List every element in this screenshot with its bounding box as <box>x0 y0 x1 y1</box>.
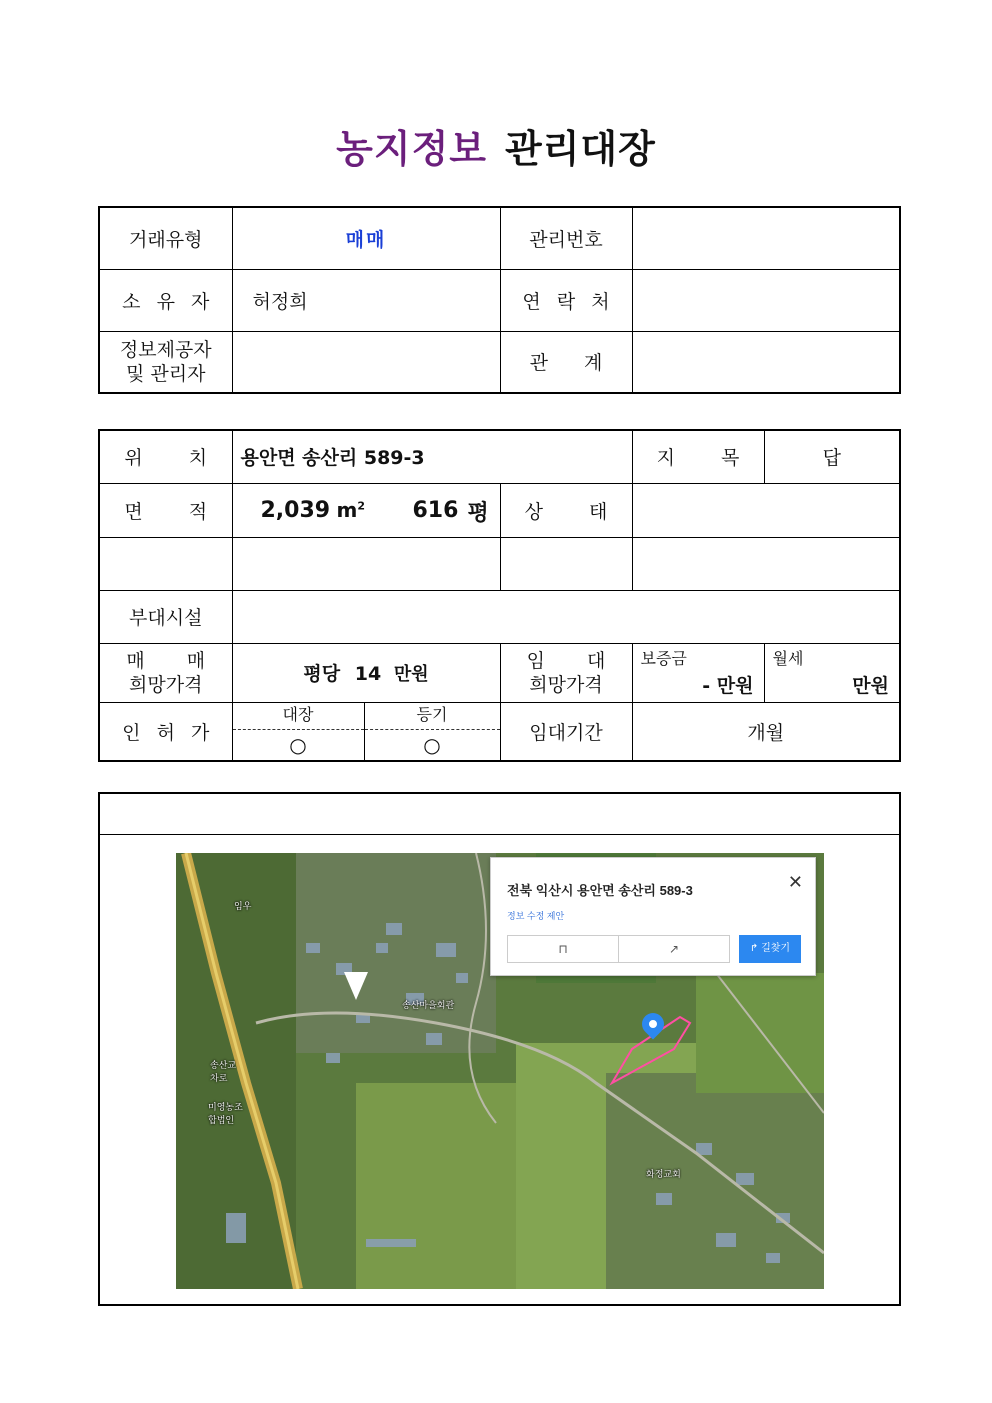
title-part1: 농지정보 <box>336 127 487 171</box>
contact-label: 연 락 처 <box>500 269 632 331</box>
sale-label-line2: 희망가격 <box>129 673 203 696</box>
sale-price-unit: 만원 <box>393 664 429 685</box>
provider-value[interactable] <box>232 331 500 393</box>
land-category-value[interactable]: 답 <box>764 430 900 483</box>
page-title <box>0 118 992 173</box>
title-part2: 관리대장 <box>505 127 656 171</box>
owner-label: 소 유 자 <box>99 269 232 331</box>
provider-label-line1: 정보제공자 <box>119 338 212 361</box>
map-header <box>100 794 899 835</box>
map-label-church: 화정교회 <box>646 1169 681 1179</box>
popup-edit-suggestion-link[interactable]: 정보 수정 제안 <box>507 911 565 921</box>
permit-ledger-value: ○ <box>289 732 307 757</box>
popup-address: 전북 익산시 용안면 송산리 589-3 <box>507 883 693 898</box>
provider-label-line2: 및 관리자 <box>126 362 206 385</box>
trade-type-value[interactable]: 매매 <box>232 207 500 269</box>
blank-label <box>99 537 232 590</box>
permit-registry[interactable] <box>364 702 500 761</box>
lease-period-value[interactable]: 개월 <box>632 702 900 761</box>
lease-label-line1: 임 대 <box>526 649 606 672</box>
mgmt-no-label: 관리번호 <box>500 207 632 269</box>
share-button[interactable] <box>618 935 730 963</box>
map-label-iru: 임우 <box>234 901 252 911</box>
deposit-cell[interactable] <box>632 643 764 702</box>
close-icon[interactable]: ✕ <box>787 872 803 892</box>
sale-label-line1: 매 매 <box>126 649 206 672</box>
popup-tail <box>344 972 368 1000</box>
provider-label <box>99 331 232 393</box>
place-popup <box>490 857 816 976</box>
area-sqm-unit: $m^2$ <box>336 497 365 522</box>
permit-ledger-label: 대장 <box>233 703 364 730</box>
area-value[interactable] <box>232 483 500 537</box>
relation-label: 관 계 <box>500 331 632 393</box>
share-icon: ↗ <box>668 942 680 956</box>
permit-label: 인 허 가 <box>99 702 232 761</box>
map-section <box>98 792 901 1306</box>
bookmark-icon: ⊓ <box>558 942 568 956</box>
contact-value[interactable] <box>632 269 900 331</box>
monthly-rent-cell[interactable] <box>764 643 900 702</box>
owner-value[interactable]: 허정희 <box>232 269 500 331</box>
mgmt-no-value[interactable] <box>632 207 900 269</box>
sale-price-label <box>99 643 232 702</box>
map-label-coop: 미영농조합법인 <box>208 1102 243 1125</box>
monthly-value: 만원 <box>852 674 889 697</box>
area-label: 면 적 <box>99 483 232 537</box>
area-pyeong: 616 <box>412 497 459 523</box>
sale-price-value[interactable] <box>232 643 500 702</box>
permit-ledger[interactable] <box>232 702 364 761</box>
blank-value-2[interactable] <box>632 537 900 590</box>
area-sqm: 2,039 <box>260 497 331 523</box>
status-value[interactable] <box>632 483 900 537</box>
land-category-label: 지 목 <box>632 430 764 483</box>
lease-price-label <box>500 643 632 702</box>
permit-registry-value: ○ <box>423 732 441 757</box>
monthly-label: 월세 <box>772 648 804 668</box>
status-label: 상 태 <box>500 483 632 537</box>
directions-button[interactable]: ↱ 길찾기 <box>739 935 801 963</box>
satellite-map[interactable] <box>176 853 824 1289</box>
trade-type-label: 거래유형 <box>99 207 232 269</box>
map-label-village-hall: 송산마을회관 <box>402 1000 455 1010</box>
permit-registry-label: 등기 <box>365 703 500 730</box>
bookmark-button[interactable] <box>507 935 619 963</box>
facilities-label: 부대시설 <box>99 590 232 643</box>
location-label: 위 치 <box>99 430 232 483</box>
owner-table <box>98 206 901 394</box>
sale-price-number: 14 <box>354 663 382 685</box>
lease-label-line2: 희망가격 <box>529 673 603 696</box>
deposit-label: 보증금 <box>640 648 687 668</box>
blank-value[interactable] <box>232 537 500 590</box>
facilities-value[interactable] <box>232 590 900 643</box>
property-table <box>98 429 901 762</box>
blank-label-2 <box>500 537 632 590</box>
sale-price-prefix: 평당 <box>303 663 341 685</box>
deposit-value: - 만원 <box>702 674 754 697</box>
location-value[interactable]: 용안면 송산리 589-3 <box>232 430 632 483</box>
lease-period-label: 임대기간 <box>500 702 632 761</box>
area-pyeong-unit: 평 <box>467 500 489 526</box>
relation-value[interactable] <box>632 331 900 393</box>
map-label-intersection: 송산교차로 <box>210 1060 237 1083</box>
